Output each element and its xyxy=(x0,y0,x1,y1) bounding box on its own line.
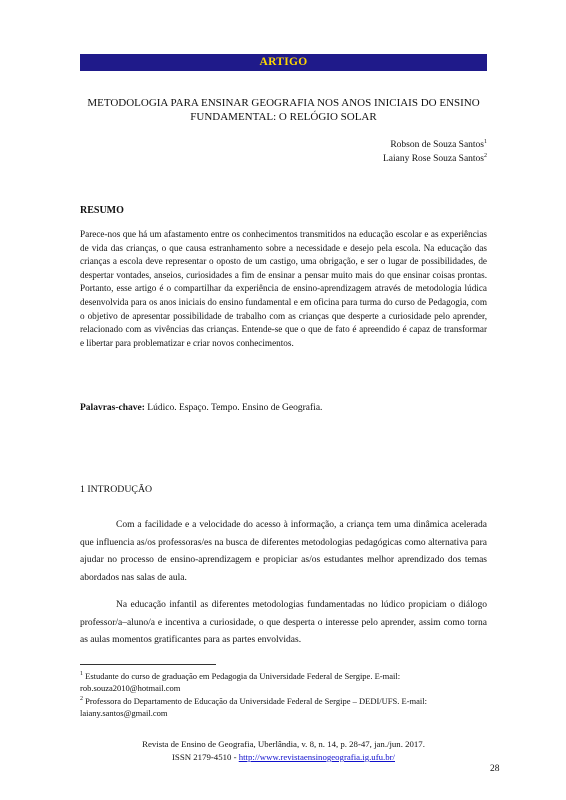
section-heading-introduction: 1 INTRODUÇÃO xyxy=(80,484,153,495)
intro-paragraph-2: Na educação infantil as diferentes metodologias fundamentadas no lúdico propiciam o diálogo professor/a–aluno/a e incentiva a curiosidade, o que desperta o interesse pelo aprender, assim como torna as aulas momentos gratificantes para as partes envolvidas. xyxy=(80,600,487,646)
abstract-heading: RESUMO xyxy=(80,205,124,216)
author-2-footnote-mark: 2 xyxy=(484,152,487,159)
keywords xyxy=(80,403,487,413)
issn-line: ISSN 2179-4510 - http://www.revistaensinogeografia.ig.ufu.br/ xyxy=(172,752,395,762)
page-number: 28 xyxy=(490,764,500,774)
author-list xyxy=(80,138,487,166)
abstract-text: Parece-nos que há um afastamento entre os conhecimentos transmitidos na educação escolar e as experiências de vida das crianças, o que causa estranhamento sobre a necessidade e desejo pela escola. Na educação das crianças a escola deve representar o oposto de um castigo, uma obrigação, e ser o lugar de possibilidades, de despertar vontades, anseios, curiosidades a fim de ensinar a pensar muito mais do que ensinar coisas prontas. Portanto, esse artigo é o compartilhar da experiência de ensino-aprendizagem através de metodologia lúdica desenvolvida para os anos iniciais do ensino fundamental e em oficina para turma do curso de Pedagogia, com o objetivo de apresentar possibilidade de trabalho com as crianças que desperte a curiosidade pelo aprender, relacionado com as vivências das crianças. Entende-se que o que de fato é apreendido é capaz de transformar e libertar para problematizar e criar novos conhecimentos. xyxy=(80,229,487,348)
footnote-2: $^2$ Professora do Departamento de Educação da Universidade Federal de Sergipe – DEDI/UFS. E-mail: laiany.santos@gmail.com xyxy=(80,696,427,718)
footnotes xyxy=(80,670,487,720)
intro-paragraph-1: Com a facilidade e a velocidade do acesso à informação, a criança tem uma dinâmica acelerada que influencia as/os professoras/es na busca de diferentes metodologias pedagógicas como alternativa para ajudar no processo de ensino-aprendizagem e propiciar as/os estudantes melhor aprendizado dos temas abordados nas salas de aula. xyxy=(80,520,487,583)
author-2: Laiany Rose Souza Santos$^2$ xyxy=(382,152,487,164)
footnote-divider xyxy=(80,664,216,665)
article-type-banner: ARTIGO xyxy=(80,54,487,71)
footnote-1: $^1$ Estudante do curso de graduação em Pedagogia da Universidade Federal de Sergipe. E-mail: rob.souza2010@hotmail.com xyxy=(80,671,401,693)
journal-citation: Revista de Ensino de Geografia, Uberlândia, v. 8, n. 14, p. 28-47, jan./jun. 2017. xyxy=(142,739,425,749)
page-footer xyxy=(80,738,487,764)
keywords-text: Lúdico. Espaço. Tempo. Ensino de Geografia. xyxy=(144,403,323,413)
keywords-label: Palavras-chave: xyxy=(80,403,145,413)
journal-website-link[interactable]: http://www.revistaensinogeografia.ig.ufu.br/ xyxy=(238,752,395,762)
author-1-footnote-mark: 1 xyxy=(484,138,487,145)
article-title: METODOLOGIA PARA ENSINAR GEOGRAFIA NOS ANOS INICIAIS DO ENSINO FUNDAMENTAL: O RELÓGIO SOLAR xyxy=(87,97,480,123)
author-1: Robson de Souza Santos$^1$ xyxy=(390,138,487,150)
